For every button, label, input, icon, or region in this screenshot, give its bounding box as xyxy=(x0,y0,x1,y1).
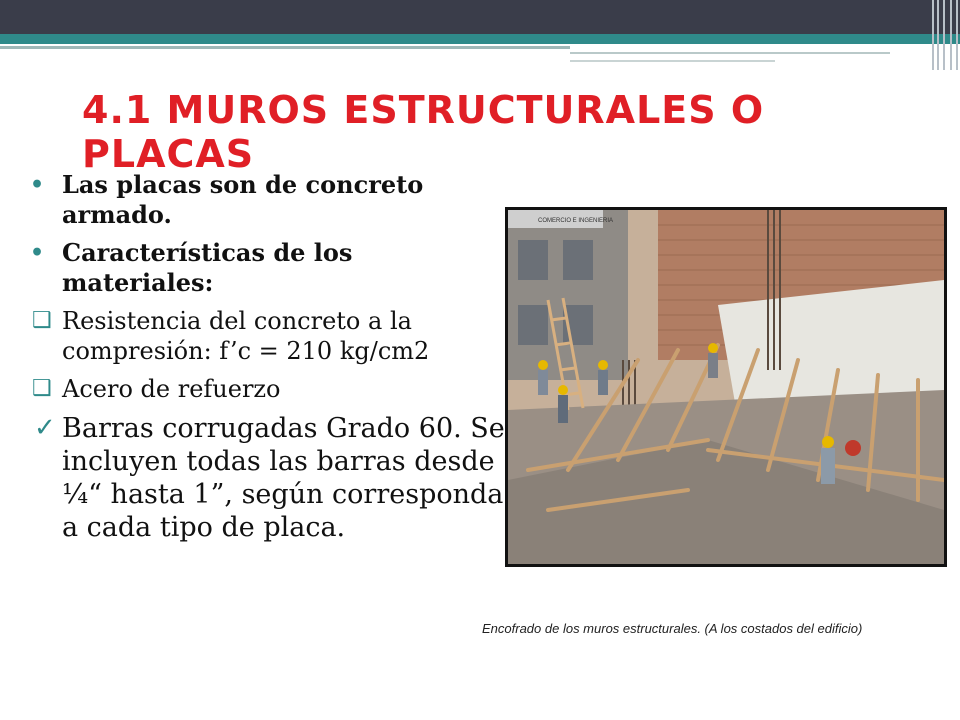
photo-caption: Encofrado de los muros estructurales. (A los costados del edificio) xyxy=(482,621,863,636)
bullet-item xyxy=(30,170,510,230)
check-item xyxy=(30,412,510,544)
top-band xyxy=(0,0,960,34)
bullet-text: Características de los materiales: xyxy=(62,238,353,297)
checkbox-item xyxy=(30,374,510,404)
decor-line xyxy=(570,52,890,54)
bullet-icon: • xyxy=(30,240,45,266)
item-text: Resistencia del concreto a la compresión: f’c = 210 kg/cm2 xyxy=(62,307,430,365)
bullet-item xyxy=(30,238,510,298)
decor-line xyxy=(0,46,570,49)
hollow-square-icon: ❑ xyxy=(32,308,52,333)
construction-photo xyxy=(505,207,947,567)
decor-vertical-bars xyxy=(930,0,960,70)
teal-band xyxy=(0,34,960,44)
slide-title: 4.1 MUROS ESTRUCTURALES O PLACAS xyxy=(82,88,765,176)
hollow-square-icon: ❑ xyxy=(32,376,52,401)
decor-line xyxy=(570,60,775,62)
checkmark-icon: ✓ xyxy=(34,413,56,443)
item-text: Acero de refuerzo xyxy=(62,375,281,403)
bullet-icon: • xyxy=(30,172,45,198)
slide-content xyxy=(30,170,510,552)
sign-text: COMERCIO E INGENIERIA xyxy=(538,218,614,224)
bullet-text: Las placas son de concreto armado. xyxy=(62,170,424,229)
item-text: Barras corrugadas Grado 60. Se incluyen todas las barras desde ¼“ hasta 1”, según corresponda a cada tipo de placa. xyxy=(62,413,505,543)
checkbox-item xyxy=(30,306,510,366)
